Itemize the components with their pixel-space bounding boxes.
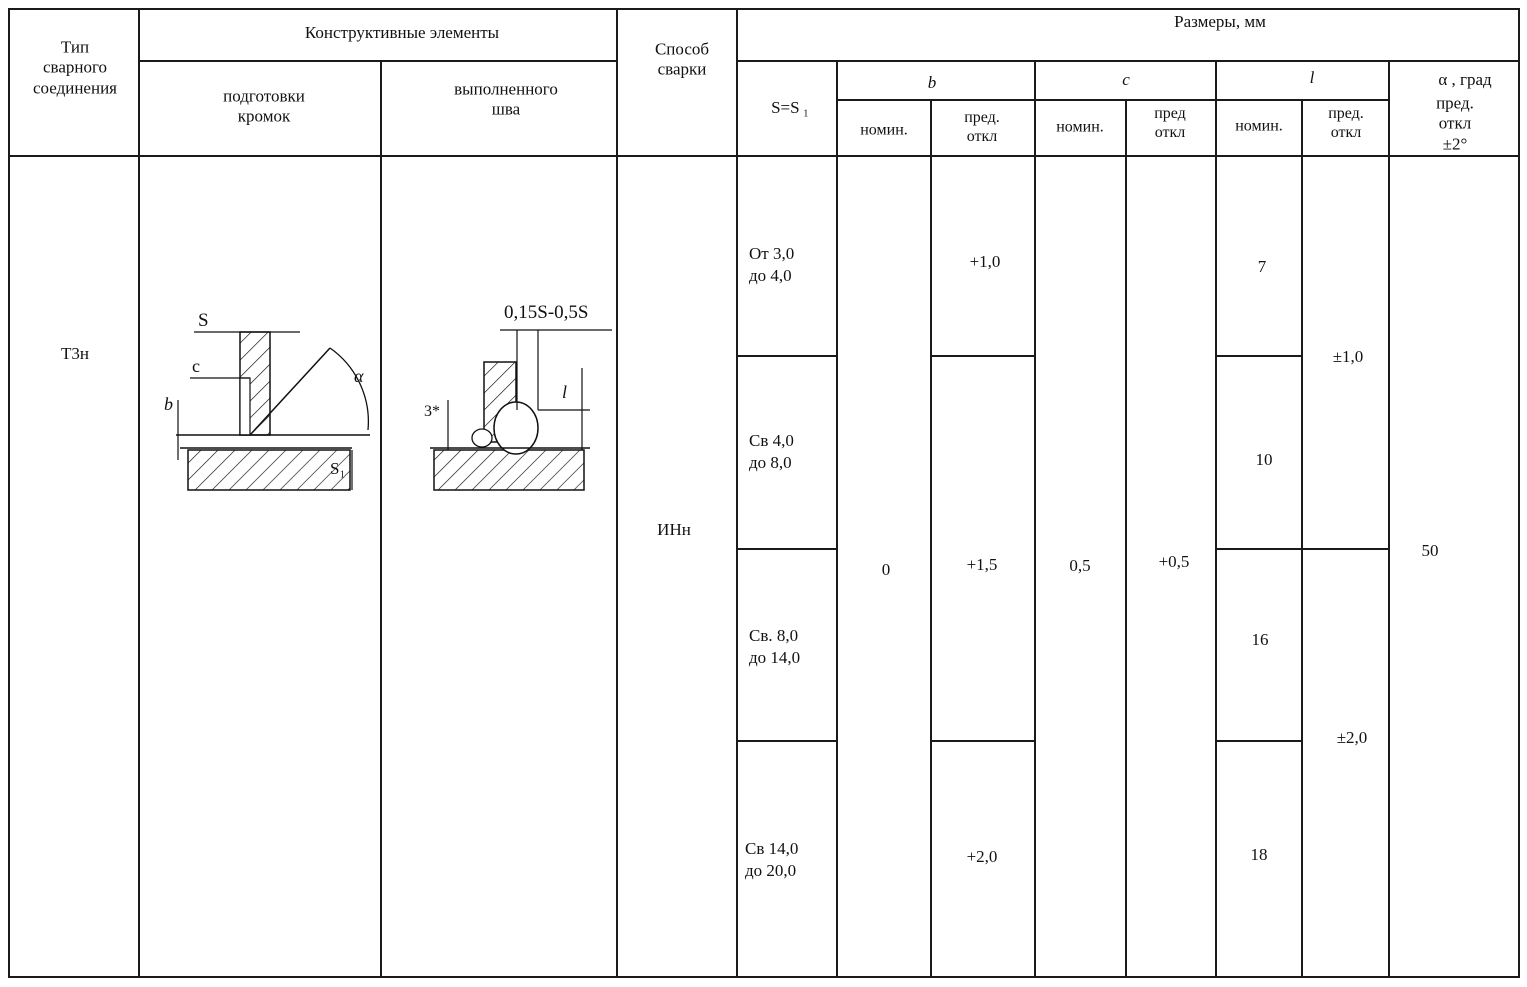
dim-b: b xyxy=(164,394,173,414)
header-finished-weld: выполненного шва xyxy=(454,79,558,119)
dim-S1: S₁ xyxy=(330,459,346,478)
rule xyxy=(836,60,838,978)
b-tol-4: +2,0 xyxy=(966,846,998,866)
dim-three: 3* xyxy=(424,403,440,420)
rule xyxy=(738,60,1520,62)
rule xyxy=(1034,60,1036,978)
header-b-tol: пред. откл xyxy=(964,108,1000,145)
rule xyxy=(736,355,838,357)
alpha-value: 50 xyxy=(1421,540,1439,560)
header-joint-type: Тип сварного соединения xyxy=(33,37,117,98)
header-dimensions: Размеры, мм xyxy=(1174,11,1266,31)
b-tol-mid: +1,5 xyxy=(966,554,998,574)
weld-bead xyxy=(494,402,538,454)
finished-weld-drawing xyxy=(400,290,614,510)
header-c-nominal: номин. xyxy=(1056,118,1104,136)
rule xyxy=(140,60,616,62)
rule xyxy=(838,99,1388,101)
base-plate xyxy=(188,450,350,490)
base-plate xyxy=(434,450,584,490)
s-range-2: Св 4,0 до 8,0 xyxy=(749,431,794,473)
rule xyxy=(932,355,1034,357)
l-value-2: 10 xyxy=(1255,449,1273,469)
header-edge-prep: подготовки кромок xyxy=(223,86,305,126)
header-alpha: α , град xyxy=(1438,69,1492,89)
rule xyxy=(1215,60,1217,978)
rule xyxy=(1388,60,1390,978)
b-nominal-value: 0 xyxy=(881,559,891,579)
rule xyxy=(616,8,618,978)
header-design-elements: Конструктивные элементы xyxy=(304,22,500,42)
welding-method-value: ИНн xyxy=(657,519,691,539)
joint-type-value: Т3н xyxy=(61,343,89,363)
rule xyxy=(380,60,382,978)
rule xyxy=(930,99,932,978)
rule xyxy=(8,976,1520,978)
edge-prep-drawing xyxy=(140,290,380,510)
s-range-4: Св 14,0 до 20,0 xyxy=(745,839,799,881)
l-tol-bottom: ±2,0 xyxy=(1336,727,1368,747)
rule xyxy=(736,8,738,978)
rule xyxy=(1217,355,1303,357)
header-b-nominal: номин. xyxy=(860,121,908,139)
dim-l: l xyxy=(562,382,568,402)
header-s: S=S ₁ xyxy=(771,97,809,117)
rule xyxy=(736,548,838,550)
b-tol-1: +1,0 xyxy=(969,251,1001,271)
rule xyxy=(1217,548,1389,550)
l-tol-top: ±1,0 xyxy=(1332,346,1364,366)
dim-S: S xyxy=(198,310,209,331)
rule xyxy=(932,740,1034,742)
rule xyxy=(8,155,1520,157)
rule xyxy=(1125,99,1127,978)
dim-weld: 0,15S-0,5S xyxy=(504,302,589,323)
rule xyxy=(1217,740,1303,742)
rule xyxy=(736,740,838,742)
header-c-tol: пред откл xyxy=(1154,104,1186,141)
c-nominal-value: 0,5 xyxy=(1069,555,1091,575)
rule xyxy=(8,8,1520,10)
header-b: b xyxy=(927,72,937,92)
header-alpha-tol: пред. откл ±2° xyxy=(1436,93,1474,154)
s-range-3: Св. 8,0 до 14,0 xyxy=(749,626,801,668)
dim-c: c xyxy=(192,356,200,376)
header-l-tol: пред. откл xyxy=(1328,104,1364,141)
header-l-nominal: номин. xyxy=(1235,117,1283,135)
header-l: l xyxy=(1309,67,1315,87)
c-tol-value: +0,5 xyxy=(1158,551,1190,571)
l-value-3: 16 xyxy=(1251,629,1269,649)
rule xyxy=(1518,8,1520,978)
dim-alpha: α xyxy=(354,366,364,386)
header-c: c xyxy=(1122,69,1130,89)
rule xyxy=(1301,99,1303,978)
rule xyxy=(8,8,10,978)
s-range-1: От 3,0 до 4,0 xyxy=(749,244,795,286)
l-value-1: 7 xyxy=(1257,256,1267,276)
header-welding-method: Способ сварки xyxy=(654,39,710,79)
l-value-4: 18 xyxy=(1250,844,1268,864)
